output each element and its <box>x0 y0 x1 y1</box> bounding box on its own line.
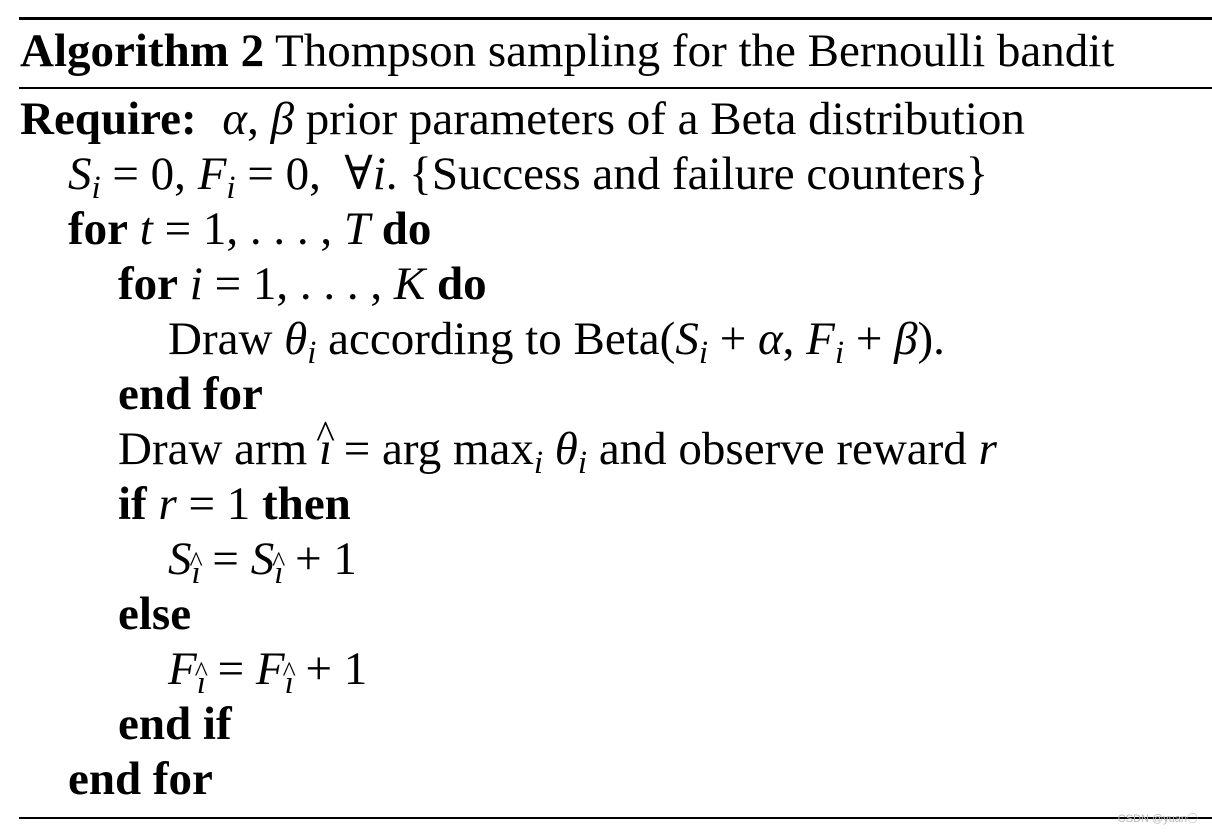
line-else <box>118 587 191 641</box>
for-i-range: i = 1, . . . , K <box>189 258 426 310</box>
alpha-symbol: α <box>222 93 248 145</box>
if-condition: r = 1 <box>158 478 251 530</box>
theta-i: $\theta_i$ <box>284 313 317 371</box>
line-draw-theta <box>168 312 945 371</box>
draw-arm-text: Draw arm <box>118 423 308 475</box>
line-for-t <box>68 202 431 256</box>
line-success-update <box>168 532 357 591</box>
top-rule <box>19 17 1212 20</box>
beta-symbol: β <box>270 93 295 145</box>
init-comment: {Success and failure counters} <box>409 148 989 200</box>
algorithm-title <box>20 23 1114 79</box>
require-description: prior parameters of a Beta distribution <box>305 93 1025 145</box>
for-keyword: for <box>118 258 179 310</box>
line-draw-arm <box>118 422 997 481</box>
if-keyword: if <box>118 478 147 530</box>
line-end-if <box>118 697 232 751</box>
line-require: Require: α, β prior parameters of a Beta distribution <box>20 93 1025 145</box>
line-failure-update <box>168 642 368 701</box>
algorithm-label: Algorithm 2 <box>20 25 265 77</box>
line-for-i <box>118 257 487 311</box>
observe-text: and observe reward <box>598 423 967 475</box>
caption-rule <box>19 87 1212 89</box>
line-init <box>68 147 989 206</box>
end-for-keyword: end for <box>118 368 263 420</box>
end-if-keyword: end if <box>118 698 232 750</box>
then-keyword: then <box>262 478 351 530</box>
bottom-rule <box>19 817 1212 819</box>
do-keyword: do <box>381 203 432 255</box>
failure-update-expression: $F_ı = F_ı + 1$ <box>168 643 368 701</box>
for-keyword: for <box>68 203 129 255</box>
reward-symbol: r <box>978 423 997 475</box>
line-end-for-outer <box>68 752 213 806</box>
require-keyword: Require: <box>20 93 197 145</box>
init-expression: $S_i = 0$, $F_i = 0$, ∀i. <box>68 148 398 206</box>
do-keyword: do <box>436 258 487 310</box>
line-if <box>118 477 351 531</box>
line-end-for-inner <box>118 367 263 421</box>
end-for-keyword: end for <box>68 753 213 805</box>
success-update-expression: $S_ı = S_ı + 1$ <box>168 533 357 591</box>
algorithm-caption: Thompson sampling for the Bernoulli bandit <box>275 25 1115 77</box>
argmax-expression: ^ ı = arg $\max_i \theta_i$ <box>319 423 587 475</box>
else-keyword: else <box>118 588 192 640</box>
for-t-range: t = 1, . . . , T <box>139 203 370 255</box>
according-text: according to Beta <box>328 313 660 365</box>
draw-word: Draw <box>168 313 273 365</box>
watermark: CSDN @yuan〇 <box>1117 813 1198 825</box>
beta-args: ($S_i + \alpha$, $F_i + \beta$). <box>659 313 945 371</box>
